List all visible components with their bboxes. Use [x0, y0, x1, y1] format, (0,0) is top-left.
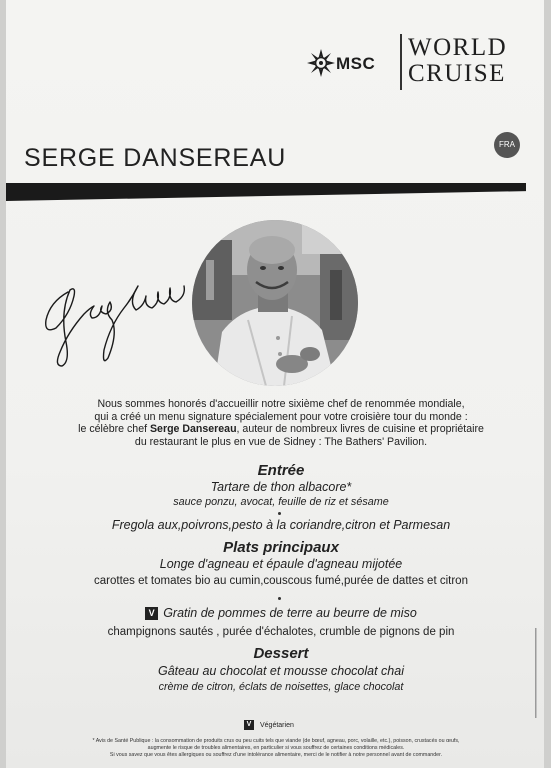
brand-cruise: CRUISE: [408, 60, 506, 87]
separator-dot: [278, 597, 281, 600]
title-divider-bar: [6, 183, 526, 201]
public-health-notice: [36, 738, 516, 760]
intro-line: Nous sommes honorés d'accueillir notre sixième chef de renommée mondiale,: [97, 398, 465, 410]
print-code-mark: [530, 628, 542, 718]
chef-name-title: SERGE DANSEREAU: [24, 144, 287, 172]
dish-name: Longe d'agneau et épaule d'agneau mijotée: [159, 557, 403, 571]
section-heading-entree: Entrée: [257, 462, 305, 479]
footnote-line: * Avis de Santé Publique : la consommation de produits crus ou peu cuits tels que viande (de bœuf, agneau, porc, volaille, etc.), poisson, crustacés ou œufs,: [92, 738, 460, 744]
dish-name-text: Gratin de pommes de terre au beurre de miso: [163, 606, 417, 620]
intro-chef-name: Serge Dansereau: [149, 423, 237, 435]
dish-description: crème de citron, éclats de noisettes, glace chocolat: [158, 681, 404, 693]
intro-text-part: le célèbre chef: [78, 423, 150, 435]
dish-name: Gâteau au chocolat et mousse chocolat chai: [158, 664, 404, 678]
intro-line: [46, 423, 516, 436]
dish-name: Fregola aux,poivrons,pesto à la coriandre,citron et Parmesan: [111, 518, 451, 532]
dish-description: carottes et tomates bio au cumin,couscous fumé,purée de dattes et citron: [94, 575, 468, 587]
dish-description: sauce ponzu, avocat, feuille de riz et sésame: [173, 496, 389, 508]
intro-line: du restaurant le plus en vue de Sidney : The Bathers' Pavilion.: [134, 435, 428, 448]
brand-world: WORLD: [408, 34, 508, 61]
logo-divider: [400, 34, 402, 90]
chef-portrait-photo: [192, 220, 358, 386]
country-badge: FRA: [494, 132, 520, 158]
vegetarian-legend: [244, 720, 294, 730]
section-heading-dessert: Dessert: [253, 645, 309, 662]
intro-text: [46, 398, 516, 448]
chef-signature: [40, 262, 190, 372]
section-heading-plats: Plats principaux: [223, 539, 339, 556]
vegetarian-icon: V: [145, 607, 158, 620]
legend-label: Végétarien: [260, 722, 294, 729]
footnote-line: Si vous savez que vous êtes allergiques ou souffrez d'une intolérance alimentaire, merci de le notifier à notre personnel avant de commander.: [109, 752, 443, 759]
footnote-line: augmente le risque de troubles alimentaires, en particulier si vous souffrez de certaines conditions médicales.: [147, 745, 405, 752]
dish-name-vegetarian: [46, 606, 516, 620]
intro-text-part: , auteur de nombreux livres de cuisine et propriétaire: [236, 423, 484, 435]
msc-compass-icon: [306, 48, 336, 78]
intro-line: qui a créé un menu signature spécialement pour votre croisière tour du monde :: [94, 410, 468, 423]
vegetarian-icon: V: [244, 720, 254, 730]
dish-name: Tartare de thon albacore*: [210, 480, 352, 494]
separator-dot: [278, 512, 281, 515]
menu-sheet: [6, 0, 544, 768]
brand-msc: MSC: [336, 54, 376, 73]
dish-description: champignons sautés , purée d'échalotes, crumble de pignons de pin: [107, 626, 455, 638]
